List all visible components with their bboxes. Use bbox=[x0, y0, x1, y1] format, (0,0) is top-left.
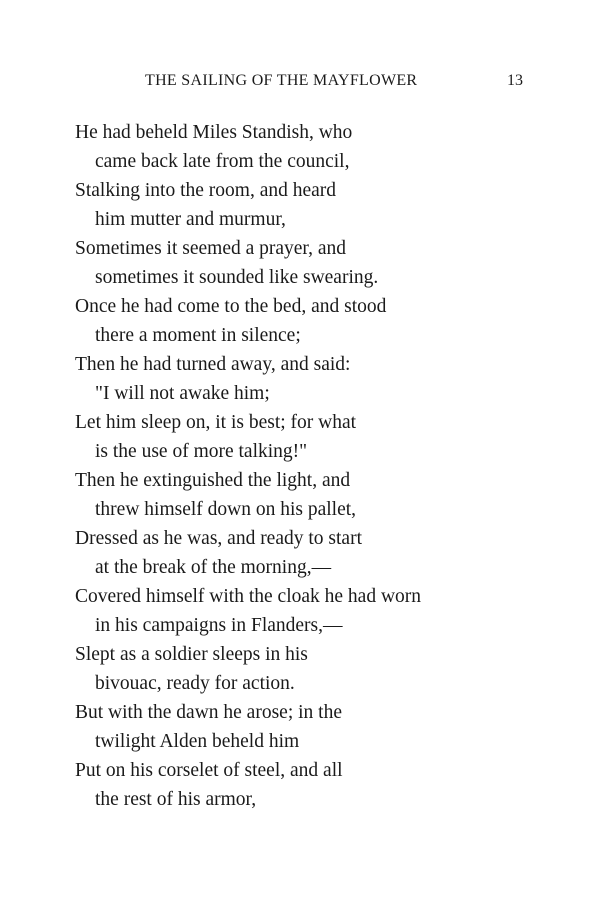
poem-line: Stalking into the room, and heard bbox=[75, 180, 337, 201]
poem-line: Dressed as he was, and ready to start bbox=[75, 528, 362, 549]
poem-line-continuation: the rest of his armor, bbox=[95, 789, 257, 810]
running-head bbox=[0, 72, 600, 94]
poem-line-continuation: there a moment in silence; bbox=[95, 325, 301, 346]
poem-line-continuation: twilight Alden beheld him bbox=[95, 731, 300, 752]
page-number: 13 bbox=[507, 72, 523, 89]
poem-line-continuation: in his campaigns in Flanders,— bbox=[95, 615, 343, 636]
poem-line: Then he had turned away, and said: bbox=[75, 354, 351, 375]
running-title: THE SAILING OF THE MAYFLOWER bbox=[145, 72, 418, 89]
poem-line-continuation: him mutter and murmur, bbox=[95, 209, 286, 230]
poem-line-continuation: bivouac, ready for action. bbox=[95, 673, 295, 694]
poem-line-continuation: threw himself down on his pallet, bbox=[95, 499, 357, 520]
poem-line: Slept as a soldier sleeps in his bbox=[75, 644, 308, 665]
poem-line: He had beheld Miles Standish, who bbox=[75, 122, 353, 143]
poem-line-continuation: sometimes it sounded like swearing. bbox=[95, 267, 379, 288]
poem-text bbox=[75, 118, 575, 814]
poem-line-continuation: "I will not awake him; bbox=[95, 383, 270, 404]
poem-line: Then he extinguished the light, and bbox=[75, 470, 351, 491]
poem-line: Sometimes it seemed a prayer, and bbox=[75, 238, 347, 259]
poem-line: But with the dawn he arose; in the bbox=[75, 702, 342, 723]
poem-line: Covered himself with the cloak he had worn bbox=[75, 586, 422, 607]
poem-line: Put on his corselet of steel, and all bbox=[75, 760, 343, 781]
poem-line-continuation: is the use of more talking!" bbox=[95, 441, 308, 462]
poem-line-continuation: came back late from the council, bbox=[95, 151, 350, 172]
poem-line: Once he had come to the bed, and stood bbox=[75, 296, 387, 317]
poem-line-continuation: at the break of the morning,— bbox=[95, 557, 332, 578]
poem-line: Let him sleep on, it is best; for what bbox=[75, 412, 357, 433]
